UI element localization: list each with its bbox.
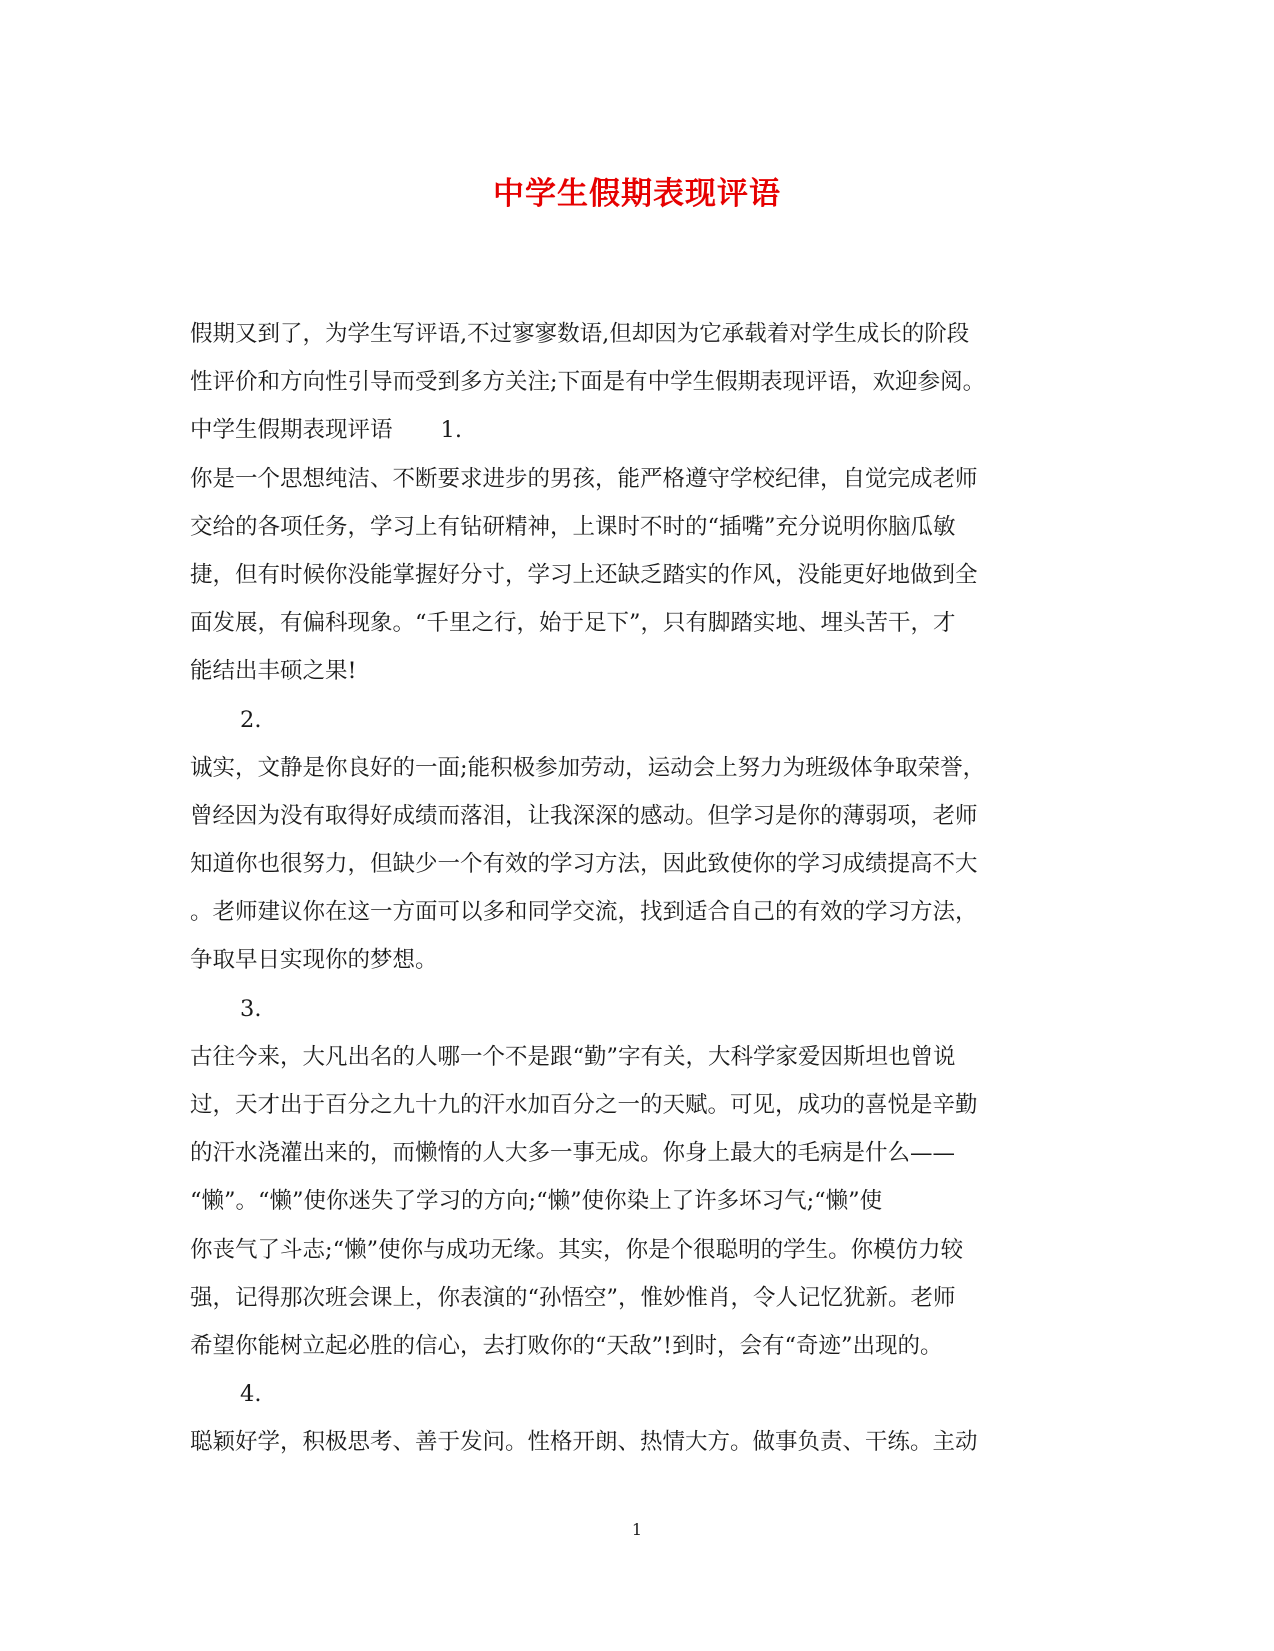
paragraph-line: 你是一个思想纯洁、不断要求进步的男孩，能严格遵守学校纪律，自觉完成老师 [190, 465, 978, 492]
heading-line [190, 406, 1080, 454]
section-number: 2. [240, 706, 262, 733]
paragraph-line: 强，记得那次班会课上，你表演的“孙悟空”，惟妙惟肖，令人记忆犹新。老师 [190, 1284, 956, 1311]
section-number: 3. [240, 995, 262, 1022]
heading-text: 中学生假期表现评语 [190, 417, 393, 444]
paragraph-line: 曾经因为没有取得好成绩而落泪，让我深深的感动。但学习是你的薄弱项，老师 [190, 802, 978, 829]
paragraph-line: “懒”。“懒”使你迷失了学习的方向;“懒”使你染上了许多坏习气;“懒”使 [190, 1188, 883, 1215]
paragraph-line: 能结出丰硕之果! [190, 658, 357, 685]
paragraph-line: 希望你能树立起必胜的信心，去打败你的“天敌”!到时，会有“奇迹”出现的。 [190, 1332, 943, 1359]
paragraph-line: 你丧气了斗志;“懒”使你与成功无缘。其实，你是个很聪明的学生。你模仿力较 [190, 1236, 964, 1263]
paragraph-line: 古往今来，大凡出名的人哪一个不是跟“勤”字有关，大科学家爱因斯坦也曾说 [190, 1043, 956, 1070]
intro-line: 假期又到了，为学生写评语,不过寥寥数语,但却因为它承载着对学生成长的阶段 [190, 321, 970, 347]
paragraph-line: 知道你也很努力，但缺少一个有效的学习方法，因此致使你的学习成绩提高不大 [190, 851, 978, 878]
paragraph-line: 面发展，有偏科现象。“千里之行，始于足下”，只有脚踏实地、埋头苦干，才 [190, 610, 956, 637]
paragraph-line: 聪颖好学，积极思考、善于发问。性格开朗、热情大方。做事负责、干练。主动 [190, 1429, 978, 1456]
paragraph-line: 。老师建议你在这一方面可以多和同学交流，找到适合自己的有效的学习方法， [190, 899, 978, 926]
intro-line: 性评价和方向性引导而受到多方关注;下面是有中学生假期表现评语，欢迎参阅。 [190, 369, 986, 396]
paragraph-line: 捷，但有时候你没能掌握好分寸，学习上还缺乏踏实的作风，没能更好地做到全 [190, 561, 978, 588]
paragraph-line: 诚实，文静是你良好的一面;能积极参加劳动，运动会上努力为班级体争取荣誉， [190, 754, 986, 781]
document-title: 中学生假期表现评语 [493, 176, 781, 212]
paragraph-line: 争取早日实现你的梦想。 [190, 947, 438, 974]
paragraph-line: 交给的各项任务，学习上有钻研精神，上课时不时的“插嘴”充分说明你脑瓜敏 [190, 513, 956, 540]
section-number: 1. [440, 417, 462, 444]
paragraph-line: 的汗水浇灌出来的，而懒惰的人大多一事无成。你身上最大的毛病是什么—— [190, 1140, 956, 1167]
page-number: 1 [631, 1520, 643, 1539]
section-number: 4. [240, 1381, 262, 1408]
paragraph-line: 过，天才出于百分之九十九的汗水加百分之一的天赋。可见，成功的喜悦是辛勤 [190, 1092, 978, 1118]
document-body [190, 310, 1080, 1467]
